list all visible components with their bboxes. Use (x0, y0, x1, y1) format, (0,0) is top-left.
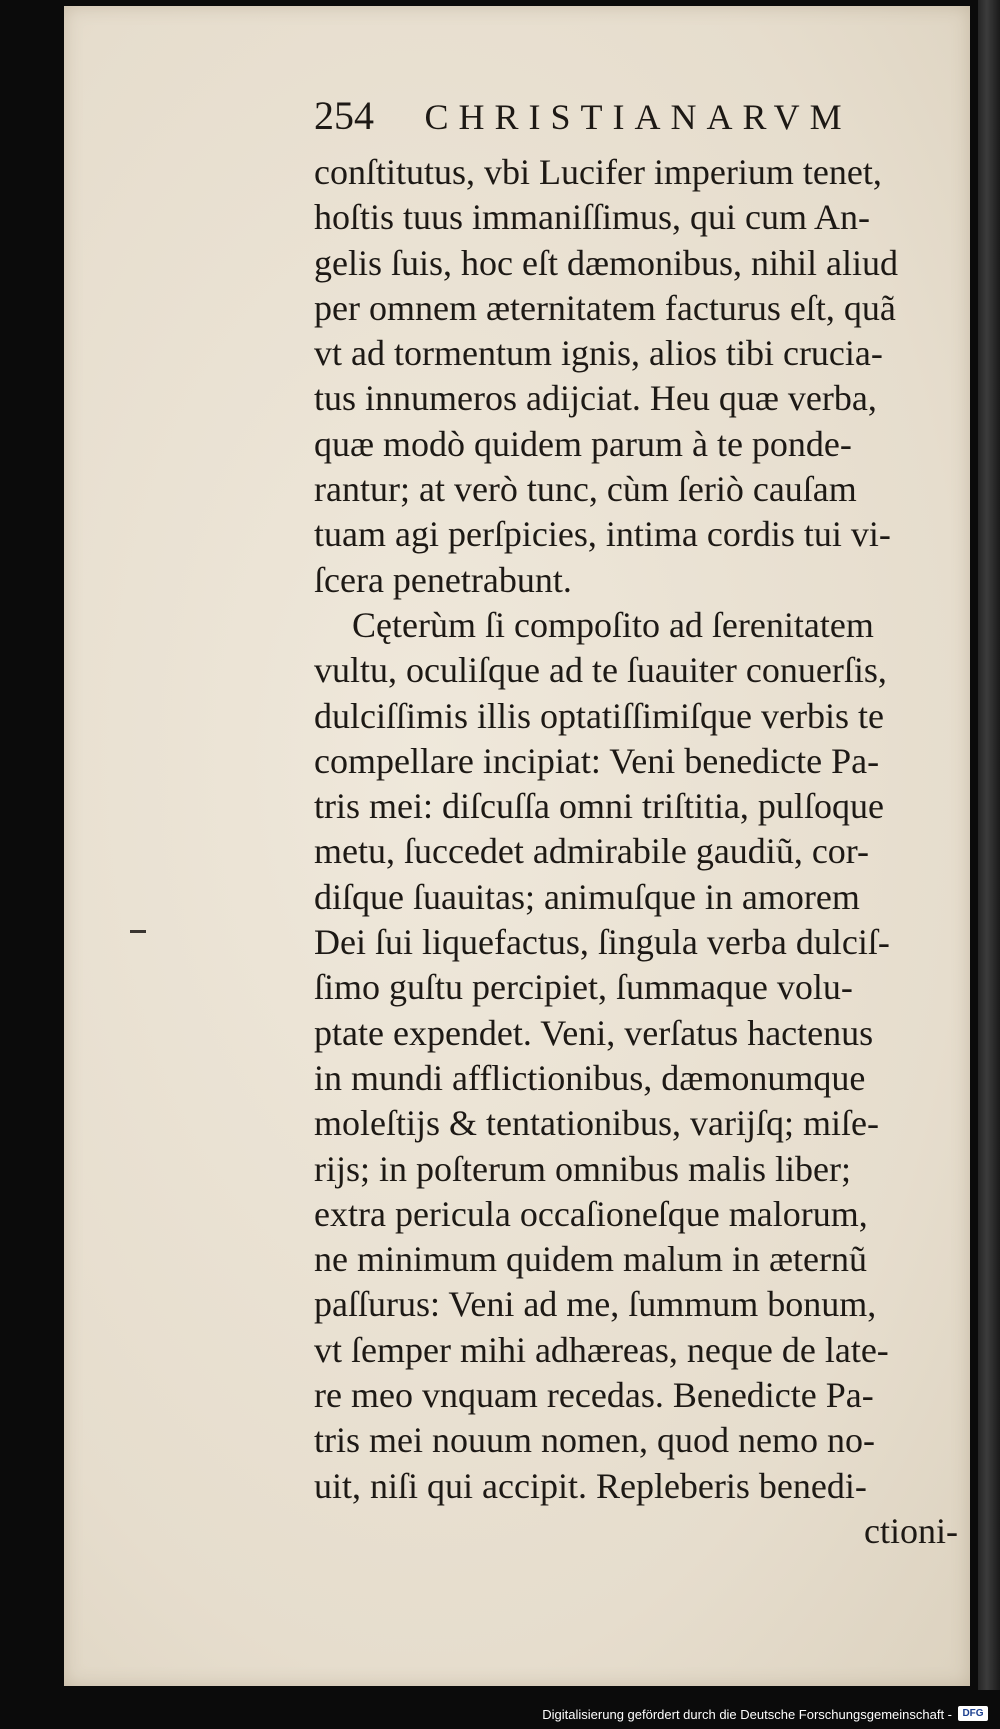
text-line: tuam agi perſpicies, intima cordis tui vi- (314, 514, 891, 555)
running-head (314, 92, 934, 140)
catchword: ctioni- (864, 1510, 958, 1551)
text-line: rantur; at verò tunc, cùm ſeriò cauſam (314, 469, 857, 510)
text-line: compellare incipiat: Veni benedicte Pa- (314, 740, 880, 781)
text-line: conſtitutus, vbi Lucifer imperium tenet, (314, 152, 882, 192)
page-number: 254 (314, 93, 374, 138)
text-line: vultu, oculiſque ad te ſuauiter conuerſis, (314, 650, 887, 691)
text-line: rijs; in poſterum omnibus malis liber; (314, 1148, 851, 1189)
text-line: dulciſſimis illis optatiſſimiſque verbis te (314, 695, 884, 736)
text-line: diſque ſuauitas; animuſque in amorem (314, 876, 860, 917)
text-line: per omnem æternitatem facturus eſt, quã (314, 287, 896, 328)
body-text (314, 150, 964, 1554)
paragraph-start-line: Cęterùm ſi compoſito ad ſerenitatem (352, 604, 874, 645)
text-line: ptate expendet. Veni, verſatus hactenus (314, 1012, 874, 1053)
text-line: tris mei nouum nomen, quod nemo no- (314, 1420, 875, 1461)
text-line: extra pericula occaſioneſque malorum, (314, 1193, 868, 1234)
footer-bar (0, 1695, 1000, 1729)
text-line: metu, ſuccedet admirabile gaudiũ, cor- (314, 831, 870, 872)
text-line: Dei ſui liquefactus, ſingula verba dulciſ- (314, 922, 890, 963)
dfg-logo: DFG (958, 1706, 988, 1721)
text-line: ne minimum quidem malum in æternũ (314, 1239, 867, 1280)
text-line: paſſurus: Veni ad me, ſummum bonum, (314, 1284, 877, 1325)
text-line: moleſtijs & tentationibus, varijſq; miſe- (314, 1103, 879, 1144)
funding-credit: Digitalisierung gefördert durch die Deutsche Forschungsgemeinschaft - (542, 1707, 952, 1722)
text-line: ſimo guſtu percipiet, ſummaque volu- (314, 967, 853, 1008)
text-line: tris mei: diſcuſſa omni triſtitia, pulſoque (314, 786, 884, 827)
text-line: tus innumeros adijciat. Heu quæ verba, (314, 378, 877, 419)
margin-mark (130, 930, 146, 933)
text-line: hoſtis tuus immaniſſimus, qui cum An- (314, 197, 871, 238)
text-line: vt ad tormentum ignis, alios tibi crucia- (314, 333, 883, 374)
text-line: in mundi afflictionibus, dæmonumque (314, 1057, 866, 1098)
text-line: uit, niſi qui accipit. Repleberis benedi- (314, 1465, 867, 1506)
scan-edge (978, 0, 1000, 1690)
text-line: re meo vnquam recedas. Benedicte Pa- (314, 1375, 874, 1416)
text-line: gelis ſuis, hoc eſt dæmonibus, nihil aliud (314, 242, 898, 283)
text-line: quæ modò quidem parum à te ponde- (314, 423, 852, 464)
text-line: ſcera penetrabunt. (314, 559, 572, 600)
text-line: vt ſemper mihi adhæreas, neque de late- (314, 1329, 889, 1370)
running-head-title: CHRISTIANARVM (424, 97, 852, 137)
